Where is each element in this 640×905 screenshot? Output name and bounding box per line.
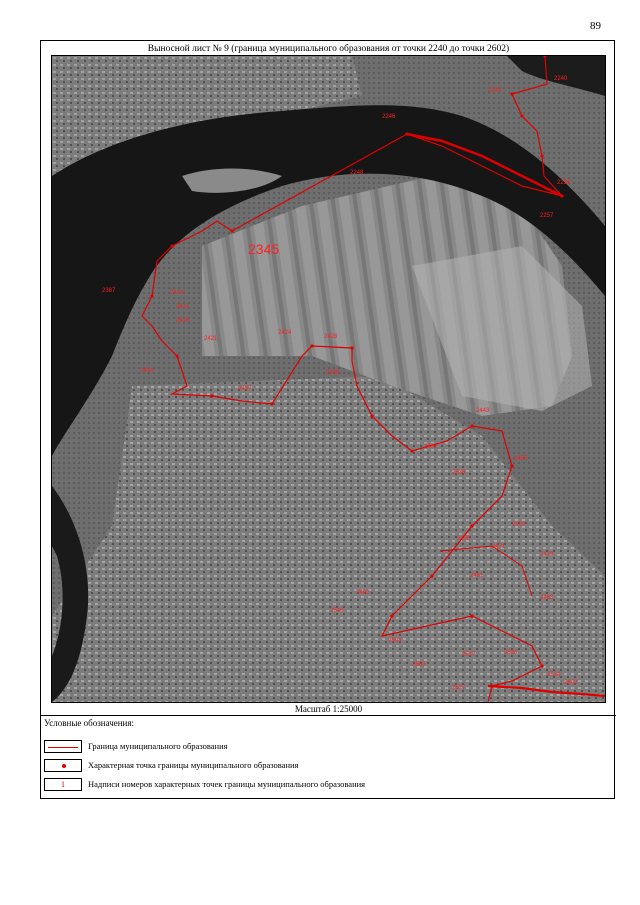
point-label-2443: 2443 xyxy=(476,408,490,414)
point-label-2439: 2439 xyxy=(326,370,340,376)
point-label-2481: 2481 xyxy=(470,573,484,579)
point-label-2411: 2411 xyxy=(176,304,189,310)
point-label-2248: 2248 xyxy=(350,170,364,176)
legend-divider xyxy=(41,715,616,716)
point-label-2246: 2246 xyxy=(382,114,396,120)
boundary-point xyxy=(175,354,178,357)
point-label-2240: 2240 xyxy=(554,76,568,82)
point-label-2517: 2517 xyxy=(462,652,476,658)
point-label-2421: 2421 xyxy=(204,336,218,342)
point-label-2437: 2437 xyxy=(238,386,252,392)
boundary-point xyxy=(405,132,408,135)
sheet-title: Выносной лист № 9 (граница муниципального образования от точки 2240 до точки 2602) xyxy=(147,44,510,54)
point-label-2492: 2492 xyxy=(356,590,370,596)
boundary-point xyxy=(350,346,353,349)
legend-label: Надписи номеров характерных точек границы муниципального образования xyxy=(88,779,366,789)
point-label-2546: 2546 xyxy=(330,608,344,614)
scale-text: Масштаб 1:25000 xyxy=(294,704,363,714)
point-label-2452: 2452 xyxy=(424,444,438,450)
boundary-point xyxy=(390,614,393,617)
boundary-point xyxy=(150,294,153,297)
boundary-point xyxy=(520,114,523,117)
point-label-2530: 2530 xyxy=(512,522,526,528)
boundary-point xyxy=(540,154,543,157)
legend-row-boundary xyxy=(44,740,604,754)
point-label-2253: 2253 xyxy=(557,180,571,186)
legend-title: Условные обозначения: xyxy=(44,718,135,728)
point-label-2580: 2580 xyxy=(412,662,426,668)
point-label-2524: 2524 xyxy=(547,672,561,678)
point-label-2488: 2488 xyxy=(540,595,554,601)
satellite-map[interactable] xyxy=(51,55,606,703)
boundary-point xyxy=(170,244,173,247)
point-label-2243: 2243 xyxy=(488,88,502,94)
legend-label: Характерная точка границы муниципального образования xyxy=(88,760,299,770)
boundary-point xyxy=(210,394,213,397)
boundary-point xyxy=(270,402,273,405)
boundary-point xyxy=(470,424,473,427)
legend-label: Граница муниципального образования xyxy=(88,741,228,751)
legend-row-number xyxy=(44,778,604,792)
point-label-2455: 2455 xyxy=(514,456,528,462)
point-label-2428: 2428 xyxy=(324,334,338,340)
point-label-2471: 2471 xyxy=(492,544,506,550)
boundary-point xyxy=(370,414,373,417)
point-label-2527: 2527 xyxy=(452,685,466,691)
boundary-point xyxy=(230,229,233,232)
point-number-swatch: 1 xyxy=(44,778,82,791)
boundary-point xyxy=(490,684,493,687)
boundary-point xyxy=(510,92,513,95)
big-point-label: 2345 xyxy=(248,241,280,257)
boundary-point xyxy=(470,524,473,527)
point-label-2536: 2536 xyxy=(452,470,466,476)
point-label-2520: 2520 xyxy=(504,650,518,656)
page-number: 89 xyxy=(590,20,601,32)
point-label-2257: 2257 xyxy=(540,213,554,219)
map-sheet xyxy=(40,40,615,799)
point-label-2602: 2602 xyxy=(564,680,578,686)
point-label-2476: 2476 xyxy=(457,536,471,542)
boundary-point xyxy=(560,194,563,197)
boundary-line-swatch xyxy=(44,740,82,753)
point-label-2424: 2424 xyxy=(278,330,292,336)
point-label-2503: 2503 xyxy=(388,638,402,644)
boundary-point xyxy=(430,574,433,577)
point-label-2479: 2479 xyxy=(540,552,554,558)
point-label-2434: 2434 xyxy=(140,368,154,374)
boundary-point-swatch xyxy=(44,759,82,772)
point-label-2410: 2410 xyxy=(170,290,184,296)
boundary-point xyxy=(510,464,513,467)
boundary-point xyxy=(410,449,413,452)
boundary-point xyxy=(470,614,473,617)
point-label-2415: 2415 xyxy=(176,318,190,324)
point-label-2387: 2387 xyxy=(102,288,116,294)
boundary-point xyxy=(310,344,313,347)
legend-row-point xyxy=(44,759,604,773)
boundary-point xyxy=(540,664,543,667)
